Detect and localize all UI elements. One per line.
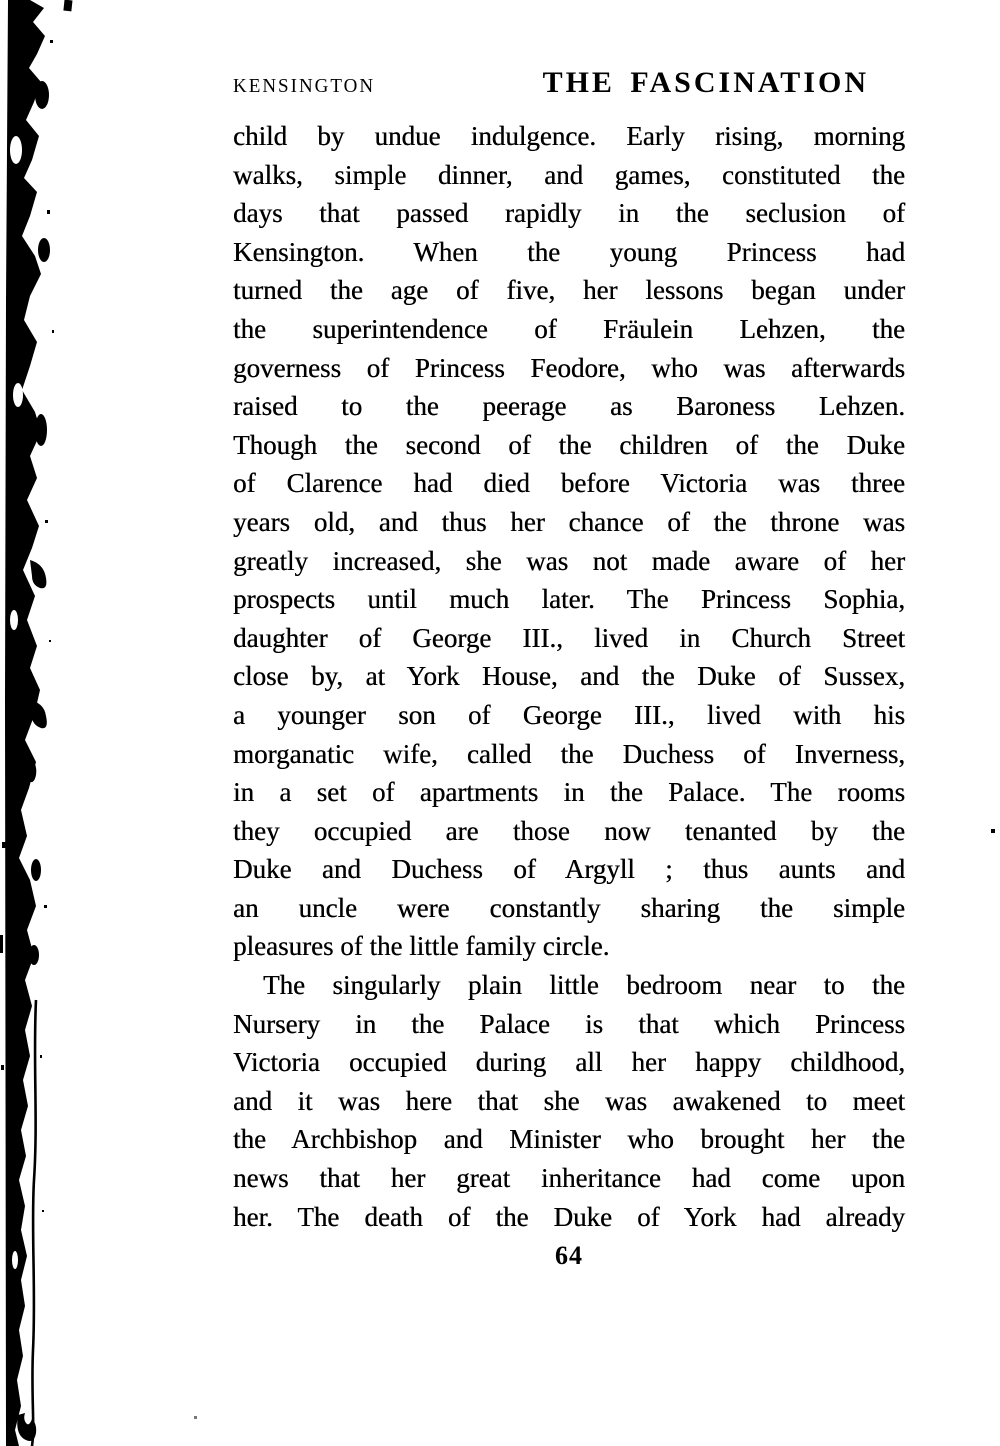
text-line: child by undue indulgence. Early rising, morning [233, 121, 905, 151]
text-line: days that passed rapidly in the seclusion of [233, 198, 905, 229]
text-line: Victoria occupied during all her happy childhood, [233, 1047, 905, 1078]
text-line: close by, at York House, and the Duke of Sussex, [233, 661, 905, 692]
text-line: they occupied are those now tenanted by the [233, 815, 905, 846]
text-line: in a set of apartments in the Palace. The rooms [233, 777, 905, 808]
running-header-right: THE FASCINATION [542, 66, 869, 99]
text-line: the superintendence of Fräulein Lehzen, the [233, 313, 905, 344]
text-line: raised to the peerage as Baroness Lehzen. [233, 391, 905, 422]
text-line: Nursery in the Palace is that which Princess [233, 1008, 905, 1039]
text-line: years old, and thus her chance of the throne was [233, 506, 905, 537]
text-line: morganatic wife, called the Duchess of Inverness, [233, 738, 905, 769]
text-line: turned the age of five, her lessons began under [233, 275, 905, 306]
body-text [233, 117, 905, 1236]
binding-scan-artifact [0, 0, 120, 1446]
running-header [233, 66, 905, 100]
text-line: and it was here that she was awakened to meet [233, 1085, 905, 1116]
page-number: 64 [555, 1241, 583, 1270]
text-line: the Archbishop and Minister who brought her the [233, 1124, 905, 1155]
running-header-left: KENSINGTON [233, 75, 376, 98]
text-line: The singularly plain little bedroom near to the [263, 970, 905, 1001]
text-line: prospects until much later. The Princess Sophia, [233, 584, 905, 615]
text-line: pleasures of the little family circle. [233, 931, 610, 962]
text-line: daughter of George III., lived in Church Street [233, 622, 905, 653]
text-line: an uncle were constantly sharing the simple [233, 892, 905, 923]
text-line: news that her great inheritance had come upon [233, 1163, 905, 1194]
text-line: Kensington. When the young Princess had [233, 236, 905, 267]
text-line: her. The death of the Duke of York had already [233, 1201, 905, 1232]
text-line: Though the second of the children of the Duke [233, 429, 905, 460]
text-line: walks, simple dinner, and games, constituted the [233, 159, 905, 190]
text-line: greatly increased, she was not made aware of her [233, 545, 905, 576]
ink-speck [194, 1416, 197, 1419]
text-line: a younger son of George III., lived with his [233, 699, 905, 730]
text-line: governess of Princess Feodore, who was afterwards [233, 352, 905, 383]
text-line: Duke and Duchess of Argyll ; thus aunts and [233, 854, 905, 885]
text-line: of Clarence had died before Victoria was three [233, 468, 905, 499]
ink-speck [991, 829, 995, 833]
